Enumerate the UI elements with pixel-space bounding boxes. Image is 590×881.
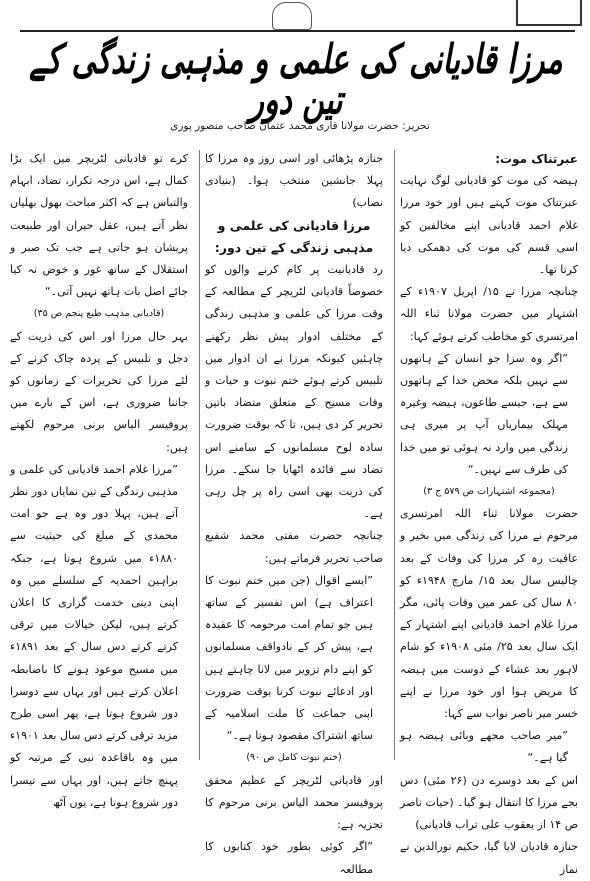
quotation: ”مرزا غلام احمد قادیانی کی علمی و مذہبی زندگی کے تین نمایاں دور نظر آتے ہیں، پہلا دور وہ ہے جو امت محمدی کے مبلغ کی حیثیت سے ۱۸۸۰ء میں شروع ہوتا ہے، جبکہ براہین احمدیہ کے سلسلے میں وہ اپنی دینی خدمت گزاری کا اعلان کرتے ہیں، لیکن خیالات میں ترقی کرتے کرتے دس سال کے بعد ۱۸۹۱ء میں مسیح موعود ہونے کا باضابطہ اعلان کرتے ہیں اور یہاں سے دوسرا دور شروع ہوتا ہے، پھر اسی طرح مزید ترقی کرتے دس سال بعد ۱۹۰۱ء میں وہ باقاعدہ نبی کے مرتبہ کو پہنچ جاتے ہیں، اور یہاں سے تیسرا دور شروع ہوتا ہے، یوں آٹھ	[9, 462, 178, 809]
citation: (ختم نبوت کامل ص ۹۰)	[246, 752, 342, 764]
column-divider	[394, 150, 395, 760]
paragraph: کرے تو قادیانی لٹریچر میں ایک بڑا کمال ہے، اس درجہ تکرار، تضاد، ابہام والتباس ہے کہ اکثر مباحث بھول بھلیاں نظر آتے ہیں، عقل حیران اور طبیعت پریشان ہو جاتی ہے جب تک صبر و استقلال کے ساتھ غور و خوض نہ کیا جائے اصل بات ہاتھ نہیں آتی۔“	[10, 152, 188, 299]
section-heading: عبرتناک موت:	[495, 152, 578, 166]
citation: (مجموعہ اشتہارات ص ۵۷۹ ج ۳)	[423, 486, 555, 498]
column-divider	[199, 150, 200, 760]
quotation: ”ایسے اقوال (جن میں ختم نبوت کا اعتراف ہے) اس تفسیر کے ساتھ ہیں جو تمام امت مرحومہ کا عقیدہ ہے، پیش کر کے نادواقف مسلمانوں کو اپنے دام تزویر میں لانا چاہتے ہیں اور ادعائے نبوت کرنا بوقت ضرورت اپنی جماعت کا ملت اسلامیہ کے ساتھ اشتراک مقصود ہوتا ہے۔“	[205, 573, 373, 743]
paragraph: حضرت مولانا ثناء اللہ امرتسری مرحوم نے مرزا کی زندگی میں بخیر و عافیت رہ کر مرزا کی وفات کے بعد چالیس سال بعد ۱۵/ مارچ ۱۹۴۸ء کو ۸۰ سال کی عمر میں وفات پائی، مگر مرزا غلام احمد قادیانی اپنے اشتہار کے ایک سال بعد ۲۵/ مئی ۱۹۰۸ء کو شام لاہور بعد عشاء کے دوست میں ہیضہ کا مریض ہوا اور خود مرزا نے اپنے خسر میر ناصر نواب سے کہا:	[400, 507, 579, 721]
paragraph: اور قادیانی لٹریچر کے عظیم محقق پروفیسر محمد الیاس برنی مرحوم کا تجزیہ ہے:	[205, 773, 383, 832]
quotation: ”اگر کوئی بطور خود کتابوں کا مطالعہ	[205, 840, 373, 876]
section-subheading: مرزا قادیانی کی علمی و مذہبی زندگی کے تین دور:	[214, 217, 374, 255]
paragraph: جنازہ پڑھائی اور اسی روز وہ مرزا کا پہلا جانشین منتخب ہوا۔ (بنیادی نصاب)	[205, 152, 383, 210]
paragraph: بہر حال مرزا اور اس کی ذریت کے دجل و تلبیس کے پردہ چاک کرنے کے لئے مرزا کی تحریرات کے زمانوں کو جاننا ضروری ہے، اس کے بارے میں پروفیسر الیاس برنی مرحوم لکھتے ہیں:	[10, 329, 188, 454]
text-column-right	[400, 148, 579, 876]
citation: (قادیانی مذہب طبع پنجم ص ۳۵)	[33, 308, 165, 320]
article-headline: مرزا قادیانی کی علمی و مذہبی زندگی کے تین دور	[29, 36, 563, 125]
paragraph: چنانچہ مرزا نے ۱۵/ اپریل ۱۹۰۷ء کے اشتہار میں حضرت مولانا ثناء اللہ امرتسری کو مخاطب کرتے ہوئے کہا:	[400, 285, 578, 343]
quotation: ”اگر وہ سزا جو انسان کے ہاتھوں سے نہیں بلکہ محض خدا کے ہاتھوں سے ہے، جیسے طاعون، ہیضہ وغیرہ مہلک بیماریاں آپ پر میری ہی زندگی میں وارد نہ ہوئی تو میں خدا کی طرف سے نہیں۔“	[400, 351, 568, 476]
paragraph: جنازہ قادیان لایا گیا، حکیم نورالدین نے نماز	[400, 840, 578, 876]
paragraph: رد قادیانیت پر کام کرنے والوں کو خصوصاً قادیانی لٹریچر کے مطالعہ کے وقت مرزا کی علمی و مذہبی زندگی کے مختلف ادوار پیش نظر رکھنے چاہئیں کیونکہ مرزا نے ان ادوار میں تلبیس کرتے ہوئے ختم نبوت و حیات و وفات مسیح کے متعلق متضاد باتیں تحریر کر دی ہیں، تا کہ بوقت ضرورت سادہ لوح مسلمانوں کے سامنے اس تضاد سے فائدہ اٹھایا جا سکے۔ مرزا کی ذریت بھی اسی راہ پر چل رہی ہے۔	[205, 263, 383, 521]
paragraph: ہیضہ کی موت کو قادیانی لوگ نہایت عبرتناک موت کہتے ہیں اور خود مرزا غلام احمد قادیانی اپنے مخالفین کو اسی قسم کی موت کی دھمکی دیا کرتا تھا۔	[400, 174, 578, 277]
text-column-left	[9, 148, 188, 809]
corner-label-box	[516, 0, 582, 26]
text-column-middle	[205, 148, 383, 876]
quotation: ”میر صاحب مجھے وبائی ہیضہ ہو گیا ہے۔“	[400, 729, 568, 765]
paragraph: اس کے بعد دوسرے دن (۲۶ مئی) دس بجے مرزا کا انتقال ہو گیا۔ (حیات ناصر ص ۱۴ از یعقوب علی تراب قادیانی)	[400, 773, 578, 832]
article-byline: تحریر: حضرت مولانا قاری محمد عثمان صاحب منصور پوری	[170, 120, 430, 132]
masthead-ornament	[272, 2, 312, 30]
paragraph: چنانچہ حضرت مفتی محمد شفیع صاحب تحریر فرماتے ہیں:	[205, 529, 383, 565]
